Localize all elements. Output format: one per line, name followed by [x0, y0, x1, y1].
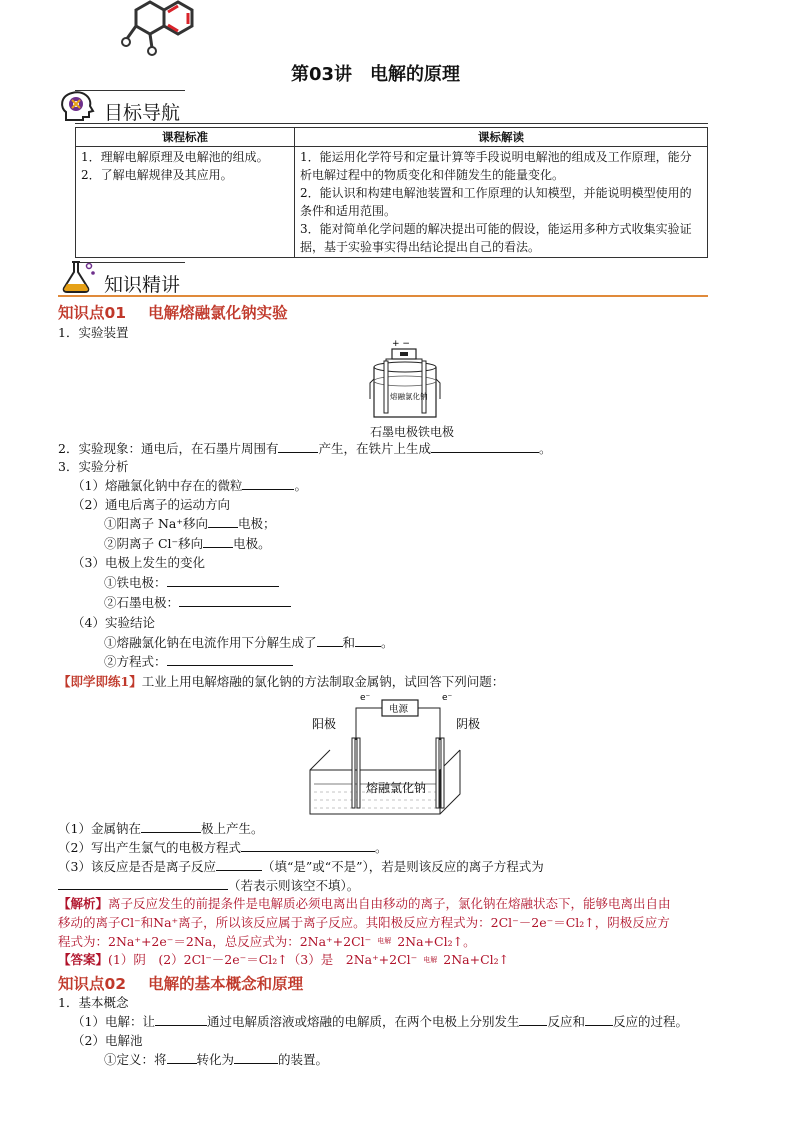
goal-table-header-standard: 课程标准: [76, 128, 295, 147]
blank-oxidation[interactable]: [519, 1013, 547, 1026]
section-goal-nav: 目标导航: [104, 102, 181, 124]
blank-iron-product[interactable]: [431, 440, 539, 453]
kp2-sub2a-text: ①定义：将: [104, 1052, 167, 1067]
analysis-line-1: [58, 894, 748, 913]
kp2-sub1-text: （1）电解：让: [72, 1014, 155, 1029]
kp1-heading: [58, 301, 288, 323]
kp1-title: 电解熔融氯化钠实验: [148, 304, 288, 322]
q1-text: （1）金属钠在: [58, 821, 141, 836]
sub2b-end: 电极。: [233, 536, 271, 551]
analysis-text-3b: 2Na+Cl₂↑。: [397, 934, 476, 949]
item2-text-b: 产生，在铁片上生成: [318, 441, 431, 456]
blank-q3a[interactable]: [216, 858, 262, 871]
item2-text-a: 2．实验现象：通电后，在石墨片周围有: [58, 441, 279, 456]
blank-graphite-change[interactable]: [179, 594, 291, 607]
kp1-sub-3: （3）电极上发生的变化: [72, 555, 205, 570]
sub4a-text: ①熔融氯化钠在电流作用下分解生成了: [104, 635, 317, 650]
blank-iron-change[interactable]: [167, 574, 279, 587]
fig2-e-right: e⁻: [442, 693, 453, 703]
naphthalene-logo-icon: [118, 0, 198, 56]
electrolysis-condition: 电解: [377, 937, 392, 945]
kp2-sub-1: [72, 1013, 688, 1031]
sub2b-text: ②阴离子 Cl⁻移向: [104, 536, 204, 551]
fig2-anode-label: 阳极: [312, 717, 337, 731]
sub4a-and: 和: [342, 635, 356, 650]
blank-equation[interactable]: [167, 653, 293, 666]
blank-cation-electrode[interactable]: [208, 515, 238, 528]
q3-end: （若表示则该空不填）。: [228, 878, 360, 893]
kp1-item-1: 1．实验装置: [58, 325, 129, 340]
answer-tag: 【答案】: [58, 952, 109, 967]
practice-q3: [58, 858, 544, 876]
practice-q2: [58, 839, 387, 857]
kp1-sub-3a: [104, 574, 279, 592]
goal-standards-cell: [76, 147, 295, 258]
kp1-sub-2b: [104, 535, 271, 553]
item2-text-c: 。: [538, 441, 552, 456]
kp2-sub-2a: [104, 1051, 328, 1069]
sub4b-text: ②方程式：: [104, 654, 167, 669]
fig2-e-left: e⁻: [360, 693, 371, 703]
kp2-heading: [58, 972, 303, 994]
apparatus-figure-1: [370, 337, 470, 421]
blank-energy-from[interactable]: [167, 1051, 197, 1064]
analysis-line-2: 移动的离子Cl⁻和Na⁺离子，所以该反应属于离子反应。其阳极反应方程式为：2Cl⁻－2e⁻＝Cl₂↑，阴极反应方: [58, 915, 670, 930]
flask-icon: [58, 258, 98, 294]
fig1-terminals: + −: [392, 339, 410, 349]
q3-text: （3）该反应是否是离子反应: [58, 859, 216, 874]
kp1-sub-4: （4）实验结论: [72, 615, 155, 630]
kp2-sub-2: （2）电解池: [72, 1033, 143, 1048]
q1-end: 极上产生。: [200, 821, 264, 836]
practice-tag: 【即学即练1】: [58, 674, 142, 689]
page-title: 第03讲 电解的原理: [291, 64, 461, 85]
blank-reduction[interactable]: [585, 1013, 613, 1026]
kp2-title: 电解的基本概念和原理: [148, 975, 304, 993]
kp1-item-2: [58, 440, 552, 458]
sub4a-end: 。: [381, 635, 394, 650]
q3-text-b: （填“是”或“不是”），若是则该反应的离子方程式为: [261, 859, 544, 874]
kp1-sub-1: [72, 477, 307, 495]
kp2-sub1-text-d: 反应的过程。: [613, 1014, 689, 1029]
fig1-graphite-label: 石墨电极: [370, 425, 419, 439]
q2-end: 。: [374, 840, 388, 855]
answer-condition: 电解: [423, 956, 438, 964]
kp2-sub1-text-c: 反应和: [547, 1014, 585, 1029]
blank-current[interactable]: [155, 1013, 207, 1026]
header-rule: [75, 123, 708, 124]
sub1-text: （1）熔融氯化钠中存在的微粒: [72, 478, 243, 493]
kp1-sub-3b: [104, 594, 291, 612]
fig2-liquid-label: 熔融氯化钠: [366, 781, 427, 795]
section-knowledge: 知识精讲: [104, 274, 181, 296]
kp2-sub1-text-b: 通过电解质溶液或熔融的电解质，在两个电极上分别发生: [206, 1014, 520, 1029]
kp1-sub-4a: [104, 634, 394, 652]
blank-q1[interactable]: [141, 820, 201, 833]
kp2-sub2a-text-b: 转化为: [196, 1052, 235, 1067]
interpretation-1: 1．能运用化学符号和定量计算等手段说明电解池的组成及工作原理，能分析电解过程中的物质变化和伴随发生的能量变化。: [300, 150, 692, 182]
fig1-iron-label: 铁电极: [418, 425, 455, 439]
fig2-cathode-label: 阴极: [456, 717, 481, 731]
practice-text: 工业上用电解熔融的氯化钠的方法制取金属钠，试回答下列问题：: [141, 674, 505, 689]
fig1-liquid-label: 熔融氯化钠: [390, 392, 428, 401]
kp1-sub-4b: [104, 653, 293, 671]
fig2-power-label: 电源: [389, 704, 409, 715]
answer-text: (1）阴 (2）2Cl⁻－2e⁻＝Cl₂↑（3）是 2Na⁺+2Cl⁻: [108, 952, 418, 967]
answer-line: [58, 951, 509, 969]
analysis-block: [58, 894, 748, 951]
analysis-text-1: 离子反应发生的前提条件是电解质必须电离出自由移动的离子，氯化钠在熔融状态下，能够电离出自由: [108, 896, 671, 911]
kp1-item-3: 3．实验分析: [58, 459, 129, 474]
interpretation-2: 2．能认识和构建电解池装置和工作原理的认知模型，并能说明模型使用的条件和适用范围。: [300, 186, 692, 218]
interpretation-3: 3．能对简单化学问题的解决提出可能的假设，能运用多种方式收集实验证据，基于实验事实得出结论提出自己的看法。: [300, 222, 692, 254]
blank-particles[interactable]: [242, 477, 294, 490]
blank-energy-to[interactable]: [234, 1051, 278, 1064]
kp1-label: 知识点01: [58, 304, 127, 322]
sub2a-end: 电极；: [237, 516, 276, 531]
analysis-line-3: [58, 932, 748, 951]
kp1-sub-2a: [104, 515, 275, 533]
apparatus-figure-2: [310, 692, 481, 818]
blank-q3b[interactable]: [58, 877, 228, 890]
sub3a-text: ①铁电极：: [104, 575, 167, 590]
sub1-end: 。: [294, 478, 307, 493]
blank-product-2[interactable]: [355, 634, 381, 647]
kp2-label: 知识点02: [58, 975, 127, 993]
practice-prompt: [58, 673, 504, 691]
answer-text-2: 2Na+Cl₂↑: [443, 952, 510, 967]
goal-table-header-interpretation: 课标解读: [295, 128, 708, 147]
blank-gas[interactable]: [278, 440, 318, 453]
practice-q3-cont: [58, 877, 359, 895]
sub3b-text: ②石墨电极：: [104, 595, 180, 610]
kp2-item-1: 1．基本概念: [58, 995, 129, 1010]
blank-product-1[interactable]: [317, 634, 343, 647]
blank-q2[interactable]: [241, 839, 375, 852]
analysis-text-3: 程式为：2Na⁺+2e⁻＝2Na，总反应式为：2Na⁺+2Cl⁻: [58, 934, 372, 949]
kp1-sub-2: （2）通电后离子的运动方向: [72, 497, 230, 512]
q2-text: （2）写出产生氯气的电极方程式: [58, 840, 241, 855]
standard-1: 1．理解电解原理及电解池的组成。: [81, 150, 269, 164]
goal-table: [75, 127, 708, 258]
orange-rule: [58, 295, 708, 297]
analysis-tag: 【解析】: [58, 896, 109, 911]
practice-q1: [58, 820, 263, 838]
goal-interpretation-cell: [295, 147, 708, 258]
kp2-sub2a-text-c: 的装置。: [278, 1052, 329, 1067]
blank-anion-electrode[interactable]: [203, 535, 233, 548]
standard-2: 2．了解电解规律及其应用。: [81, 168, 233, 182]
sub2a-text: ①阳离子 Na⁺移向: [104, 516, 208, 531]
head-gear-icon: [58, 90, 96, 124]
